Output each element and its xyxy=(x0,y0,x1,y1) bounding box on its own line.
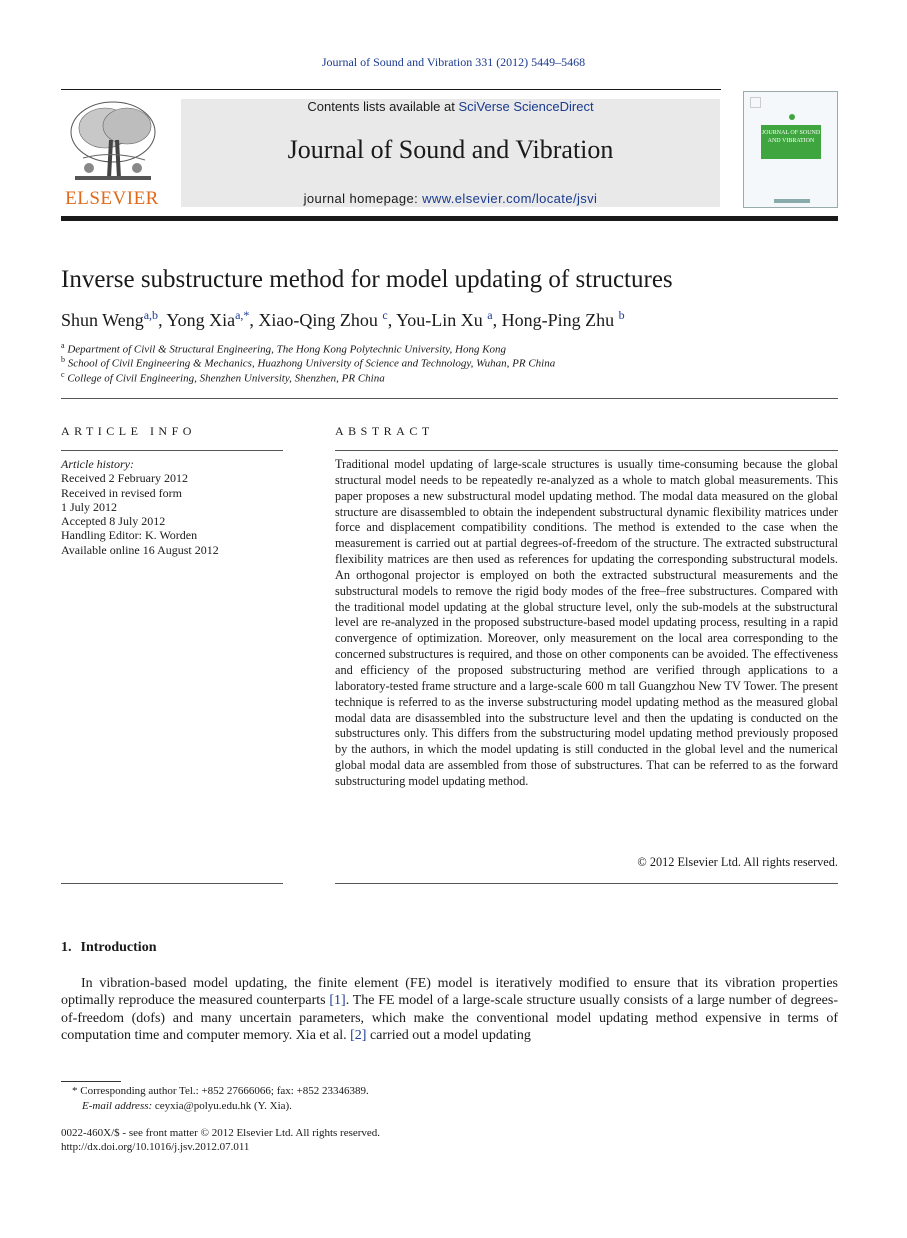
section-number: 1. xyxy=(61,940,72,955)
history-item: Received in revised form xyxy=(61,485,182,500)
history-label: Article history: xyxy=(61,457,134,471)
affiliation-text: College of Civil Engineering, Shenzhen University, Shenzhen, PR China xyxy=(67,372,385,385)
affiliation-key: b xyxy=(61,355,65,364)
journal-citation[interactable]: Journal of Sound and Vibration 331 (2012) 5449–5468 xyxy=(321,55,586,69)
author-separator: , xyxy=(158,310,167,330)
citation-link[interactable]: [1] xyxy=(329,993,346,1009)
header-top-rule xyxy=(61,89,721,90)
history-item: Received 2 February 2012 xyxy=(61,471,188,486)
author-separator: , xyxy=(387,310,397,330)
author-affiliation-link[interactable]: a xyxy=(487,308,493,322)
author-name: Yong Xia xyxy=(166,310,236,330)
abstract-heading: ABSTRACT xyxy=(335,424,434,438)
footnote-rule xyxy=(61,1081,121,1082)
abstract-bottom-rule xyxy=(335,883,838,884)
author-affiliation-key[interactable]: a, xyxy=(235,308,244,322)
author-separator: , xyxy=(249,310,259,330)
abstract-rule xyxy=(335,450,838,451)
section-heading xyxy=(61,940,156,956)
abstract-text: Traditional model updating of large-scale structures is usually time-consuming because the global structural model needs to be repeatedly re-analyzed as a whole to match global measurements. This paper proposes a new substructural model updating method. The modal data measured on the global structure are disassembled to obtain the independent substructural dynamic flexibility matrices under force and displacement compatibility conditions. The method is extended to the case when the measurement is carried out at partial degrees-of-freedom of the structure. The extracted substructural flexibility matrices are then used as references for updating the corresponding substructural models. An orthogonal projector is employed on both the extracted substructural measurements and the substructural models to remove the rigid body modes of the free–free substructures. Compared with the traditional model updating at the global structure level, only the sub-models at the substructural level are re-analyzed in the proposed substructure-based model updating process, resulting in a rapid convergence of optimization. Moreover, only measurement on the local area corresponding to the concerned substructures is required, and those on other components can be avoided. The effectiveness and efficiency of the proposed substructuring method are verified through applications to a laboratory-tested frame structure and a large-scale 600 m tall Guangzhou New TV Tower. The present technique is referred to as the inverse substructuring model updating method as the measured global modal data are disassembled into the substructure level and then the updating is conducted on the substructures only. This differs from the substructuring model updating method previously proposed by the authors, in which the model updating is still conducted in the global level and the numerical global modal data are assembled from those of substructures. That can be referred to as the forward substructuring model updating method. xyxy=(335,457,838,788)
author-affiliation-link[interactable]: c xyxy=(382,308,388,322)
paragraph-text: . The FE model of a large-scale structure usually consists of a large number of degrees-of-freedom (dofs) and many uncertain parameters, which make the conventional model updating method expensive in terms of computation time and computer memory. Xia et al. xyxy=(61,993,838,1043)
paragraph xyxy=(61,975,838,1044)
cover-corner-mark xyxy=(750,97,761,108)
article-history xyxy=(61,457,219,557)
homepage-link[interactable]: www.elsevier.com/locate/jsvi xyxy=(422,191,598,206)
title-divider xyxy=(61,398,838,399)
introduction-body xyxy=(61,975,838,1044)
affiliation-b xyxy=(61,355,555,370)
paragraph-text: In vibration-based model updating, the finite element (FE) model is iteratively modified to ensure that its vibration properties optimally reproduce the measured counterparts xyxy=(61,976,838,1009)
header-thick-rule xyxy=(61,216,838,221)
author-list xyxy=(61,308,625,331)
email-note xyxy=(82,1100,292,1112)
sciencedirect-link[interactable]: SciVerse ScienceDirect xyxy=(458,99,594,114)
corresponding-author-link[interactable]: * xyxy=(243,308,250,322)
abstract-copyright: © 2012 Elsevier Ltd. All rights reserved. xyxy=(637,855,838,869)
citation-link[interactable]: [2] xyxy=(350,1027,367,1043)
affiliation-key: c xyxy=(61,370,65,379)
paragraph-text: carried out a model updating xyxy=(366,1027,531,1043)
contents-line xyxy=(181,99,720,114)
homepage-line xyxy=(181,191,720,206)
elsevier-tree-icon xyxy=(65,100,161,188)
author-name: Xiao-Qing Zhou xyxy=(258,310,378,330)
author-name: Shun Weng xyxy=(61,310,144,330)
article-info-heading: ARTICLE INFO xyxy=(61,424,196,438)
article-title: Inverse substructure method for model updating of structures xyxy=(61,266,673,293)
journal-cover-thumbnail[interactable] xyxy=(743,91,838,208)
affiliation-text: Department of Civil & Structural Engineering, The Hong Kong Polytechnic University, Hong Kong xyxy=(67,343,507,356)
affiliation-a xyxy=(61,341,506,356)
author-affiliation-link[interactable]: b xyxy=(618,308,625,322)
journal-title: Journal of Sound and Vibration xyxy=(287,135,614,164)
author-affiliation-link[interactable]: a,b xyxy=(143,308,159,322)
affiliation-key: a xyxy=(61,341,65,350)
corresponding-author-note: * Corresponding author Tel.: +852 27666066; fax: +852 23346389. xyxy=(72,1085,369,1097)
email-label: E-mail address: xyxy=(82,1100,153,1112)
author-separator: , xyxy=(492,310,502,330)
author-name: Hong-Ping Zhu xyxy=(501,310,615,330)
author-name: You-Lin Xu xyxy=(396,310,483,330)
contents-prefix: Contents lists available at xyxy=(307,99,459,114)
history-item: Accepted 8 July 2012 xyxy=(61,514,166,529)
cover-title-block: JOURNAL OF SOUND AND VIBRATION xyxy=(761,125,821,159)
affiliation-text: School of Civil Engineering & Mechanics, Huazhong University of Science and Technology, Wuhan, PR China xyxy=(67,357,556,370)
email-address[interactable]: ceyxia@polyu.edu.hk (Y. Xia). xyxy=(152,1100,292,1112)
journal-banner xyxy=(181,99,720,207)
elsevier-logo[interactable] xyxy=(61,100,163,208)
section-title: Introduction xyxy=(80,940,157,955)
history-item: Available online 16 August 2012 xyxy=(61,542,219,557)
cover-dot-icon xyxy=(789,114,795,120)
homepage-prefix: journal homepage: xyxy=(303,191,423,206)
elsevier-wordmark: ELSEVIER xyxy=(65,188,159,209)
doi-link[interactable]: http://dx.doi.org/10.1016/j.jsv.2012.07.011 xyxy=(61,1141,250,1153)
cover-publisher-mark xyxy=(774,199,810,203)
issn-line: 0022-460X/$ - see front matter © 2012 Elsevier Ltd. All rights reserved. xyxy=(61,1127,381,1139)
history-item: Handling Editor: K. Worden xyxy=(61,528,198,543)
article-info-bottom-rule xyxy=(61,883,283,884)
article-info-rule xyxy=(61,450,283,451)
author-affiliation-link[interactable] xyxy=(235,308,249,322)
affiliation-c xyxy=(61,370,385,385)
history-item: 1 July 2012 xyxy=(61,499,118,514)
